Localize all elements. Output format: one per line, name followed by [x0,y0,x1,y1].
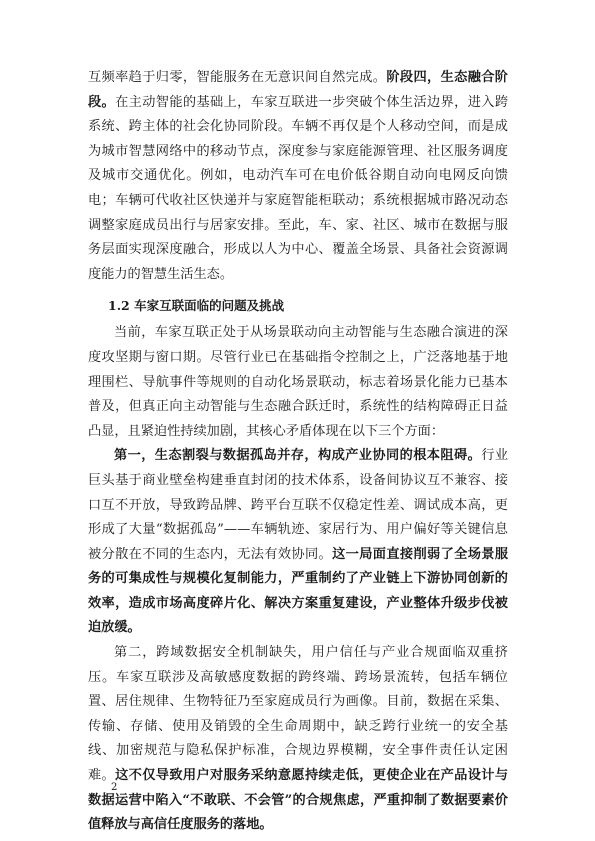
challenge-one-text: 行业巨头基于商业壁垒构建垂直封闭的技术体系，设备间协议互不兼容、接口互不开放，导致跨品牌、跨平台互联不仅稳定性差、调试成本高，更形成了大量“数据孤岛”——车辆轨迹、家居行为、用户偏好等关键信息被分散在不同的生态内，无法有效协同。 [88,448,509,562]
intro-paragraph [88,66,508,287]
challenge-one-impact: 这一局面直接削弱了全场景服务的可集成性与规模化复制能力，严重制约了产业链上下游协同创新的效率，造成市场高度碎片化、解决方案重复建设，产业整体升级步伐被迫放缓。 [88,546,509,636]
paragraph-challenge-two [88,641,508,838]
paragraph-challenge-one [88,444,508,641]
challenge-two-text: 第二，跨域数据安全机制缺失，用户信任与产业合规面临双重挤压。车家互联涉及高敏感度数据的跨终端、跨场景流转，包括车辆位置、居住规律、生物特征乃至家庭成员行为画像。目前，数据在采集、传输、存储、使用及销毁的全生命周期中，缺乏跨行业统一的安全基线、加密规范与隐私保护标准，合规边界模糊，安全事件责任认定困难。 [88,645,508,784]
challenge-one-lead: 第一，生态割裂与数据孤岛并存，构成产业协同的根本阻碍。 [114,448,482,464]
section-heading: 1.2 车家互联面临的问题及挑战 [108,298,285,314]
page-number: 2 [111,782,118,793]
document-body [88,66,508,838]
challenge-two-impact: 这不仅导致用户对服务采纳意愿持续走低，更使企业在产品设计与数据运营中陷入“不敢联、不会管”的合规焦虑，严重抑制了数据要素价值释放与高信任度服务的落地。 [88,768,509,833]
paragraph-overview: 当前，车家互联正处于从场景联动向主动智能与生态融合演进的深度攻坚期与窗口期。尽管行业已在基础指令控制之上，广泛落地基于地理围栏、导航事件等规则的自动化场景联动，标志着场景化能力已基本普及，但真正向主动智能与生态融合跃迁时，系统性的结构障碍正日益凸显，且紧迫性持续加剧，其核心矛盾体现在以下三个方面： [88,325,508,439]
stage-four-heading: 阶段四，生态融合阶段。 [88,70,508,110]
intro-text-1: 互频率趋于归零，智能服务在无意识间自然完成。 [88,70,387,85]
intro-text-2: 在主动智能的基础上，车家互联进一步突破个体生活边界，进入跨系统、跨主体的社会化协同阶段。车辆不再仅是个人移动空间，而是成为城市智慧网络中的移动节点，深度参与家庭能源管理、社区服务调度及城市交通优化。例如，电动汽车可在电价低谷期自动向电网反向馈电；车辆可代收社区快递并与家庭智能柜联动；系统根据城市路况动态调整家庭成员出行与居家安排。至此，车、家、社区、城市在数据与服务层面实现深度融合，形成以人为中心、覆盖全场景、具备社会资源调度能力的智慧生活生态。 [88,94,509,282]
